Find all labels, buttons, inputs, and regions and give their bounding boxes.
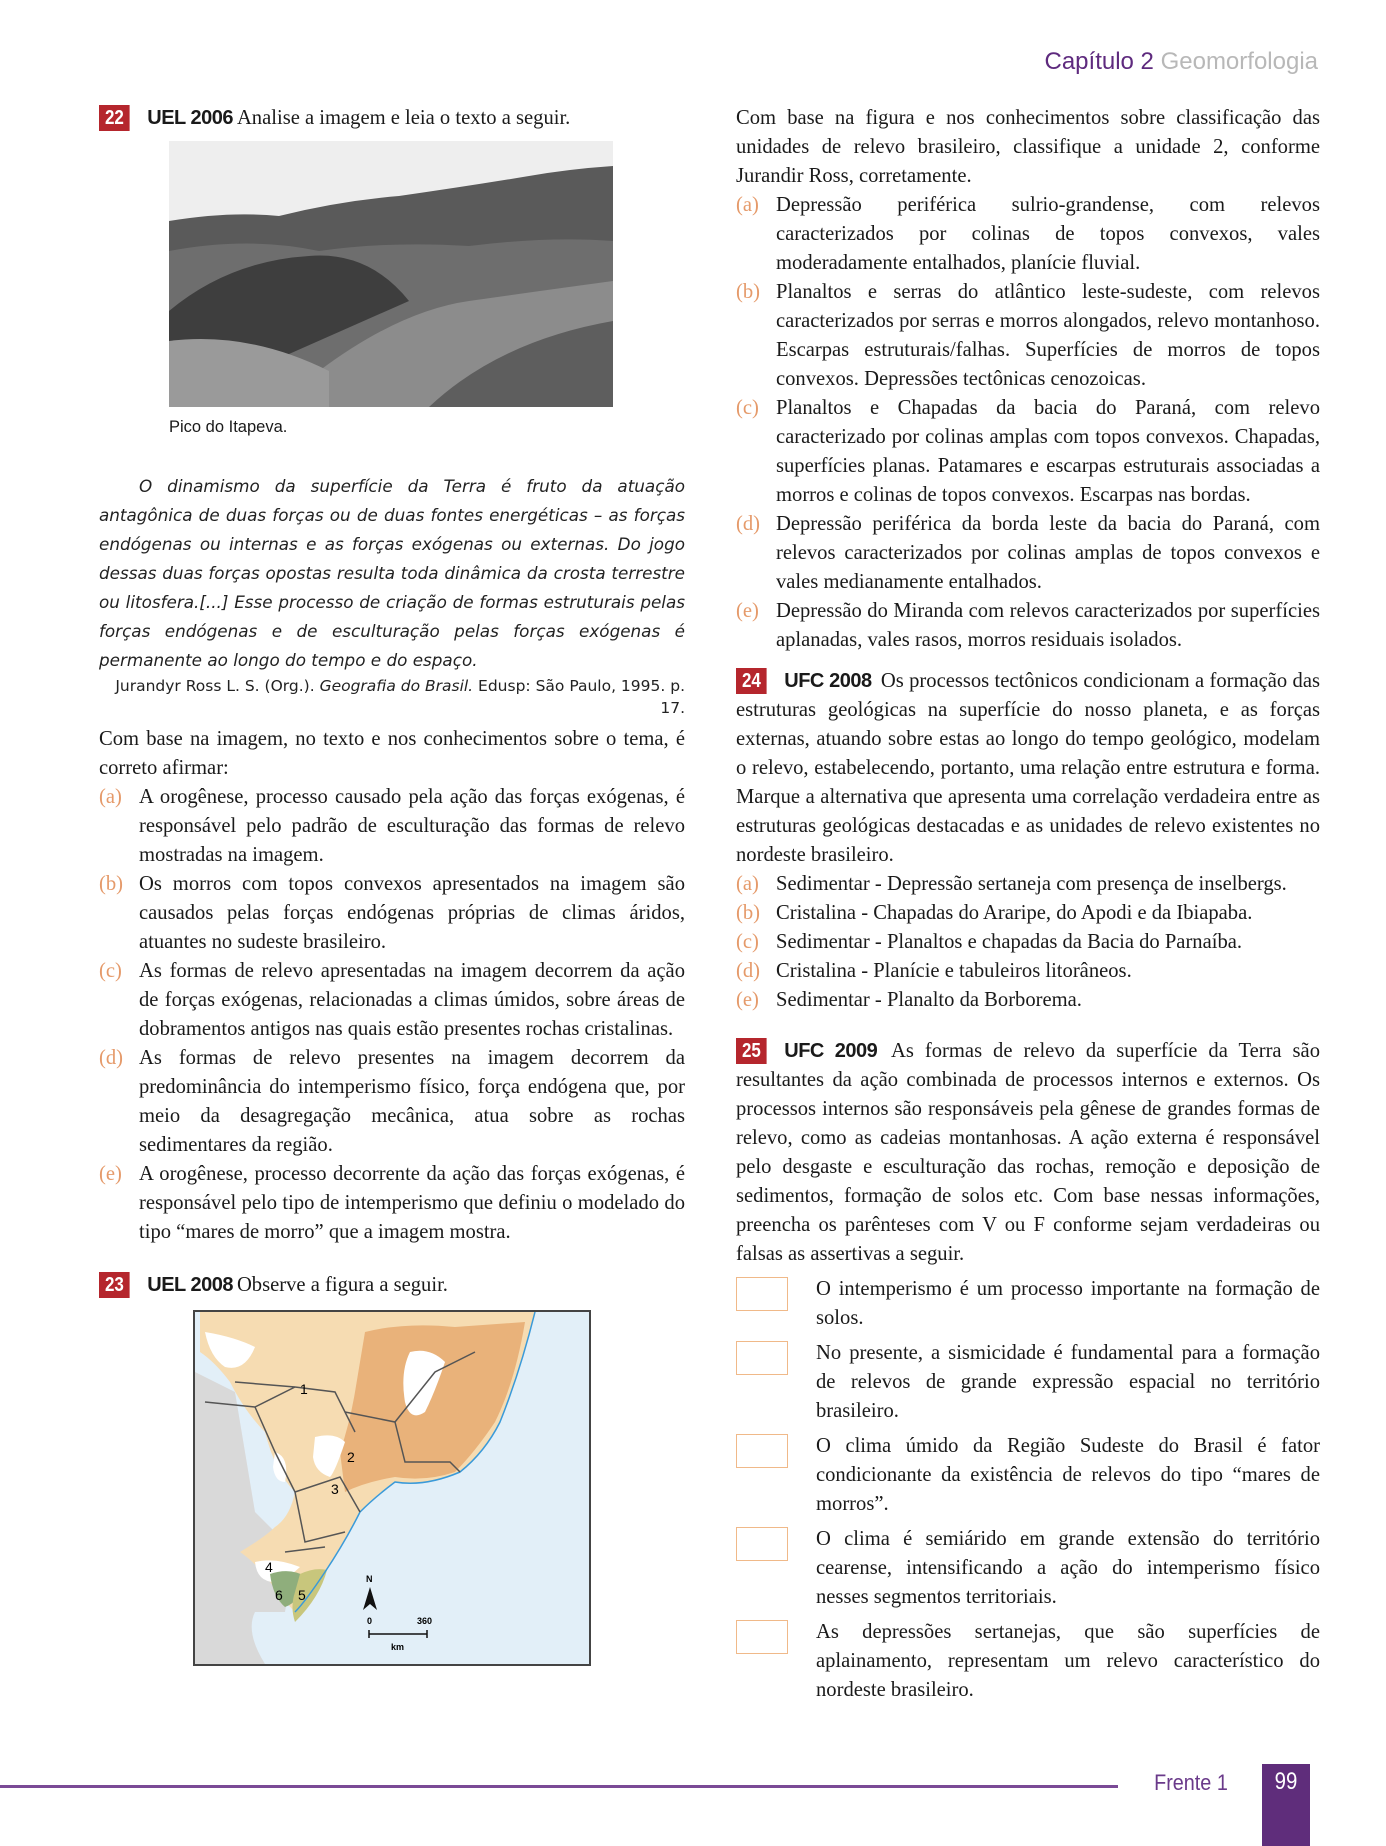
quoted-text: O dinamismo da superfície da Terra é fruto da atuação antagônica de duas forças ou de duas fontes energéticas – as forças endógenas ou internas e as forças exógenas ou externas. Do jogo dessas duas forças opostas resulta toda dinâmica da crosta terrestre ou litosfera.[...] Esse processo de criação de formas estruturais pelas forças endógenas e de esculturação pelas forças exógenas é permanente ao longo do tempo e do espaço. [99,476,685,670]
chapter-number: Capítulo 2 [1044,48,1154,75]
scale-start: 0 [367,1616,373,1626]
scale-unit: km [391,1642,405,1652]
map-label-2: 2 [347,1449,355,1465]
option-b[interactable]: (b) Os morros com topos convexos apresentados na imagem são causados pelas forças endógenas próprias de climas áridos, atuantes no sudeste brasileiro. [99,873,685,953]
citation: Jurandyr Ross L. S. (Org.). Geografia do Brasil. Edusp: São Paulo, 1995. p. 17. [115,677,685,717]
relief-map [193,1310,591,1666]
option-a[interactable]: (a) Sedimentar - Depressão sertaneja com presença de inselbergs. [736,873,1287,895]
option-e[interactable]: (e) Depressão do Miranda com relevos caracterizados por superfícies aplanadas, vales rasos, morros residuais isolados. [736,600,1320,651]
question-25 [736,1037,1320,1269]
page-number: 99 [1274,1768,1298,1795]
option-a[interactable]: (a) Depressão periférica sulrio-grandense, com relevos caracterizados por colinas de topos convexos, vales moderadamente entalhados, planície fluvial. [736,194,1320,274]
map-label-4: 4 [265,1559,273,1575]
map-label-3: 3 [331,1481,339,1497]
option-d[interactable]: (d) As formas de relevo presentes na imagem decorrem da predominância do intemperismo físico, força endógena que, por meio da desagregação mecânica, atua sobre as rochas sedimentares da região. [99,1047,685,1156]
question-number-badge: 24 [736,668,767,694]
question-source: UFC 2009 [784,1040,878,1062]
question-23-stem: Com base na figura e nos conhecimentos sobre classificação das unidades de relevo brasileiro, classifique a unidade 2, conforme Jurandir Ross, corretamente. [736,107,1320,187]
option-d[interactable]: (d) Depressão periférica da borda leste da bacia do Paraná, com relevos caracterizados por colinas amplas de topos convexos e vales medianamente entalhados. [736,513,1320,593]
question-22-header [99,104,685,133]
option-c[interactable]: (c) Sedimentar - Planaltos e chapadas da Bacia do Parnaíba. [736,931,1243,953]
option-e[interactable]: (e) Sedimentar - Planalto da Borborema. [736,989,1082,1011]
left-column [99,104,685,1666]
right-column [736,104,1320,1705]
true-false-statements [736,1275,1320,1705]
answer-box[interactable] [736,1277,788,1311]
question-23-options [736,191,1320,655]
question-23-header [99,1271,685,1300]
question-prompt: Os processos tectônicos condicionam a formação das estruturas geológicas na superfície do nosso planeta, e as forças externas, atuando sobre estas ao longo do tempo geológico, modelam o relevo, estabelecendo, portanto, uma relação entre estrutura e forma. Marque a alternativa que apresenta uma correlação verdadeira entre as estruturas geológicas destacadas e as unidades de relevo existentes no nordeste brasileiro. [736,670,1320,866]
chapter-topic: Geomorfologia [1160,48,1318,75]
question-source: UEL 2006 [147,107,233,129]
option-a[interactable]: (a) A orogênese, processo causado pela ação das forças exógenas, é responsável pelo padrão de esculturação das formas de relevo mostradas na imagem. [99,786,685,866]
answer-box[interactable] [736,1341,788,1375]
question-number-badge: 22 [99,105,130,131]
question-22-options [99,783,685,1247]
question-source: UFC 2008 [784,670,872,692]
statement-item: O intemperismo é um processo importante na formação de solos. [736,1275,1320,1333]
footer-section: Frente 1 [1154,1770,1228,1795]
mountain-photo-illustration [169,141,613,407]
question-prompt: As formas de relevo da superfície da Terra são resultantes da ação combinada de processos internos e externos. Os processos internos são responsáveis pela gênese de grandes formas de relevo, como as cadeias montanhosas. A ação externa é responsável pelo desgaste e esculturação das rochas, remoção e deposição de sedimentos, formação de solos etc. Com base nessas informações, preencha os parênteses com V ou F conforme sejam verdadeiras ou falsas as assertivas a seguir. [736,1040,1320,1265]
chapter-header [1045,48,1319,76]
option-d[interactable]: (d) Cristalina - Planície e tabuleiros litorâneos. [736,960,1132,982]
statement-item: O clima é semiárido em grande extensão do território cearense, intensificando a ação do intemperismo físico nesses segmentos territoriais. [736,1525,1320,1612]
option-e[interactable]: (e) A orogênese, processo decorrente da ação das forças exógenas, é responsável pelo tipo de intemperismo que definiu o modelado do tipo “mares de morro” que a imagem mostra. [99,1163,685,1243]
question-prompt: Analise a imagem e leia o texto a seguir. [236,107,571,129]
option-c[interactable]: (c) Planaltos e Chapadas da bacia do Paraná, com relevo caracterizado por colinas amplas com topos convexos. Chapadas, superfícies planas. Patamares e escarpas estruturais associadas a morros e colinas de topos convexos. Escarpas nas bordas. [736,397,1320,506]
map-label-6: 6 [275,1587,283,1603]
question-source: UEL 2008 [147,1274,233,1296]
map-label-5: 5 [298,1587,306,1603]
scale-end: 360 [417,1616,433,1626]
statement-item: O clima úmido da Região Sudeste do Brasil é fator condicionante da existência de relevos do tipo “mares de morros”. [736,1432,1320,1519]
statement-item: As depressões sertanejas, que são superfícies de aplainamento, representam um relevo característico do nordeste brasileiro. [736,1618,1320,1705]
answer-box[interactable] [736,1527,788,1561]
question-24 [736,667,1320,870]
question-number-badge: 25 [736,1038,767,1064]
question-24-options [736,870,1320,1015]
map-label-1: 1 [300,1381,308,1397]
map-illustration [195,1312,589,1664]
answer-box[interactable] [736,1620,788,1654]
landscape-photo [169,141,613,407]
option-c[interactable]: (c) As formas de relevo apresentadas na imagem decorrem da ação de forças exógenas, relacionadas a climas úmidos, sobre áreas de dobramentos antigos nas quais estão presentes rochas cristalinas. [99,960,685,1040]
footer-divider [0,1785,1118,1788]
photo-caption: Pico do Itapeva. [169,418,288,436]
answer-box[interactable] [736,1434,788,1468]
north-label: N [366,1574,373,1584]
question-22-stem: Com base na imagem, no texto e nos conhecimentos sobre o tema, é correto afirmar: [99,728,685,779]
question-number-badge: 23 [99,1272,130,1298]
option-b[interactable]: (b) Cristalina - Chapadas do Araripe, do Apodi e da Ibiapaba. [736,902,1253,924]
question-prompt: Observe a figura a seguir. [236,1274,448,1296]
option-b[interactable]: (b) Planaltos e serras do atlântico leste-sudeste, com relevos caracterizados por serras e morros alongados, relevo montanhoso. Escarpas estruturais/falhas. Superfícies de morros de topos convexos. Depressões tectônicas cenozoicas. [736,281,1320,390]
statement-item: No presente, a sismicidade é fundamental para a formação de relevos de grande expressão espacial no território brasileiro. [736,1339,1320,1426]
